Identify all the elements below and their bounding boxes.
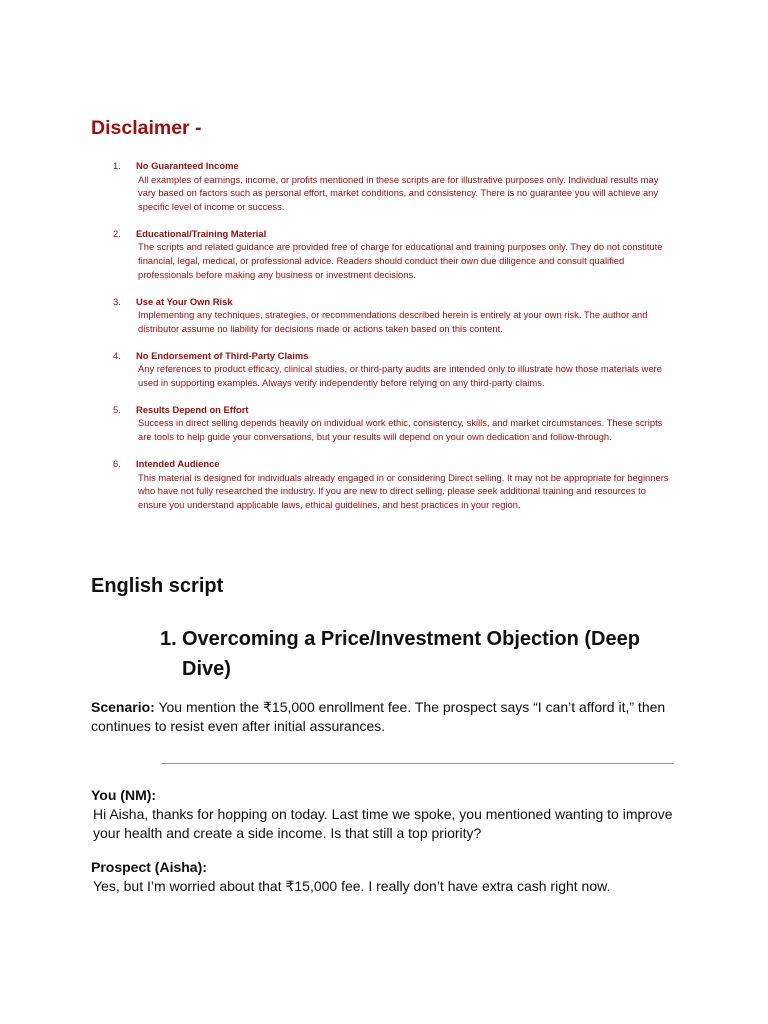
heading-text: Overcoming a Price/Investment Objection (Deep Dive) (182, 628, 640, 680)
scenario-label: Scenario: (91, 699, 155, 715)
disclaimer-item-body: This material is designed for individuals already engaged in or considering Direct selling. It may not be appropriate for beginners who have not fully researched the industry. If you are new to direct selling, please seek additional training and resources to ensure you understand applicable laws, ethical guidelines, and best practices in your region. (138, 471, 669, 510)
disclaimer-item (0, 159, 768, 213)
disclaimer-item-body: Any references to product efficacy, clinical studies, or third-party audits are intended only to illustrate how those materials were used in supporting examples. Always verify independently before relying on any third-party claims. (138, 363, 662, 388)
disclaimer-item-body: The scripts and related guidance are provided free of charge for educational and training purposes only. They do not constitute financial, legal, medical, or professional advice. Readers should conduct their own due diligence and consult qualified professionals before making any business or investment decisions. (138, 241, 663, 280)
list-number: 2. (113, 227, 121, 239)
horizontal-divider (161, 763, 674, 764)
list-number: 4. (113, 349, 121, 361)
scenario-text: You mention the ₹15,000 enrollment fee. The prospect says “I can’t afford it,” then continues to resist even after initial assurances. (91, 699, 666, 734)
disclaimer-item-title: Educational/Training Material (136, 227, 267, 239)
disclaimer-item-body: All examples of earnings, income, or profits mentioned in these scripts are for illustrative purposes only. Individual results may vary based on factors such as personal effort, market conditions, and consistency. There is no guarantee you will achieve any specific level of income or success. (138, 173, 659, 212)
disclaimer-item-body: Implementing any techniques, strategies, or recommendations described herein is entirely at your own risk. The author and distributor assume no liability for decisions made or actions taken based on this content. (138, 309, 648, 334)
list-number: 5. (113, 403, 121, 415)
script-heading (160, 624, 690, 684)
disclaimer-item (0, 349, 768, 390)
heading-number: 1. (160, 628, 177, 650)
disclaimer-item-title: Use at Your Own Risk (136, 295, 233, 307)
disclaimer-item (0, 403, 768, 444)
disclaimer-item-body: Success in direct selling depends heavily on individual work ethic, consistency, skills, and market circumstances. These scripts are tools to help guide your conversations, but your results will depend on your own dedication and follow-through. (138, 417, 663, 443)
disclaimer-item (0, 227, 768, 281)
section-title: English script (91, 575, 224, 597)
dialogue-line: Yes, but I’m worried about that ₹15,000 fee. I really don’t have extra cash right now. (93, 878, 611, 894)
disclaimer-item-title: No Endorsement of Third-Party Claims (136, 349, 309, 361)
disclaimer-item (0, 457, 768, 511)
disclaimer-item-title: Intended Audience (136, 458, 220, 470)
speaker-label: You (NM): (91, 787, 157, 803)
disclaimer-title: Disclaimer - (91, 117, 202, 139)
scenario-paragraph (91, 698, 691, 736)
disclaimer-item-title: Results Depend on Effort (136, 403, 249, 415)
dialogue-line: Hi Aisha, thanks for hopping on today. Last time we spoke, you mentioned wanting to improve your health and create a side income. Is that still a top priority? (93, 806, 673, 841)
list-number: 3. (113, 295, 121, 307)
disclaimer-item (0, 295, 768, 336)
list-number: 1. (113, 160, 121, 171)
list-number: 6. (113, 458, 121, 470)
speaker-label: Prospect (Aisha): (91, 859, 207, 875)
disclaimer-item-title: No Guaranteed Income (136, 160, 239, 171)
disclaimer-list (0, 159, 768, 525)
dialogue-block (91, 786, 691, 843)
dialogue-block (91, 858, 691, 896)
